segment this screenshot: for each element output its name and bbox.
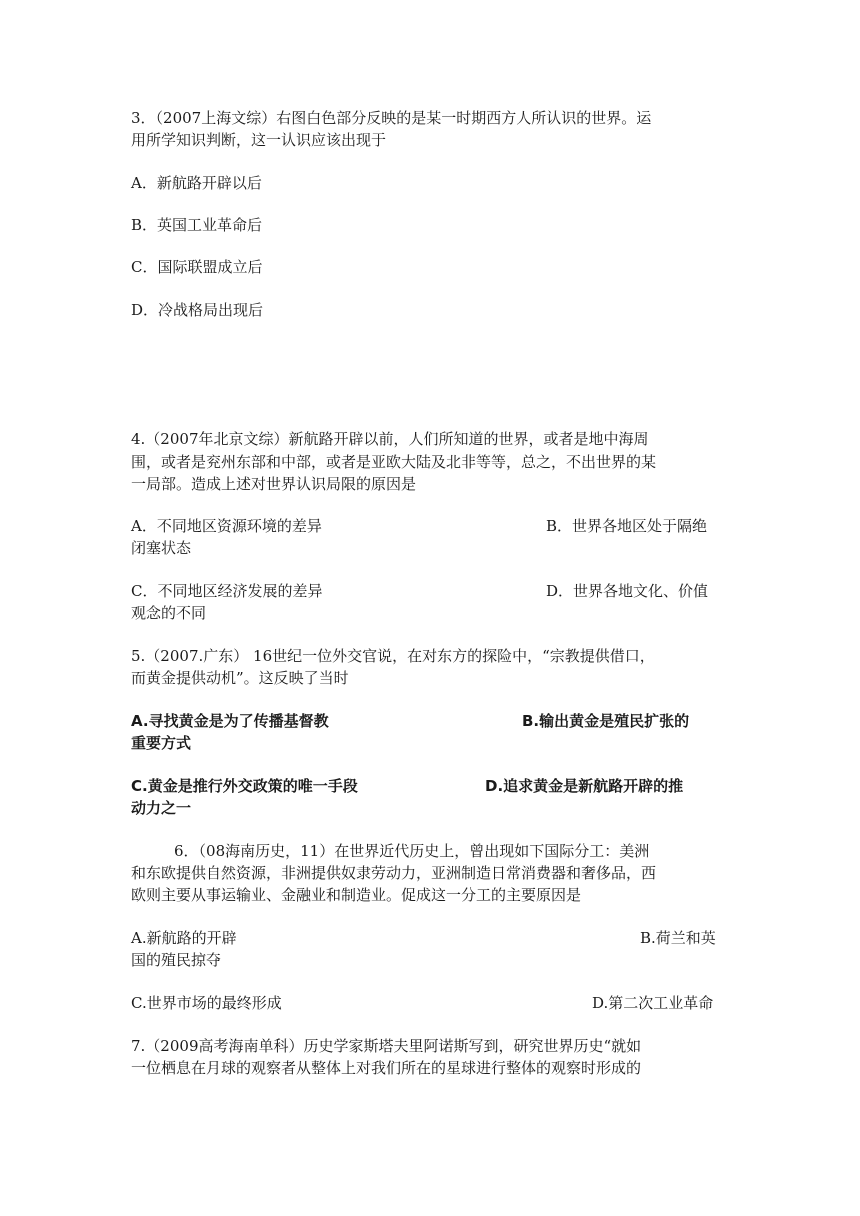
q4-stem-line-2: 围，或者是兖州东部和中部，或者是亚欧大陆及北非等等，总之，不出世界的某 <box>131 453 657 471</box>
q4-stem-line-1: 4.（2007年北京文综）新航路开辟以前，人们所知道的世界，或者是地中海周 <box>131 430 649 448</box>
q3-option-b: B．英国工业革命后 <box>131 216 263 234</box>
q5-option-d: D.追求黄金是新航路开辟的推 <box>485 777 684 795</box>
q6-option-b: B.荷兰和英 <box>640 929 716 947</box>
q4-option-b: B．世界各地区处于隔绝 <box>546 517 708 535</box>
q6-option-c: C.世界市场的最终形成 <box>131 994 282 1012</box>
q6-option-b-cont: 国的殖民掠夺 <box>131 951 222 969</box>
q5-option-c: C.黄金是推行外交政策的唯一手段 <box>131 777 358 795</box>
q5-option-a: A.寻找黄金是为了传播基督教 <box>131 712 329 730</box>
q3-option-c: C．国际联盟成立后 <box>131 258 263 276</box>
q7-stem-line-2: 一位栖息在月球的观察者从整体上对我们所在的星球进行整体的观察时形成的 <box>131 1059 642 1077</box>
q3-stem-line-2: 用所学知识判断，这一认识应该出现于 <box>131 131 387 149</box>
q6-option-d: D.第二次工业革命 <box>592 994 714 1012</box>
q6-stem-line-1: 6．（08海南历史，11）在世界近代历史上，曾出现如下国际分工：美洲 <box>174 842 650 860</box>
q6-stem-line-2: 和东欧提供自然资源，非洲提供奴隶劳动力，亚洲制造日常消费器和奢侈品，西 <box>131 864 657 882</box>
q6-option-a: A.新航路的开辟 <box>131 929 237 947</box>
q6-stem-line-3: 欧则主要从事运输业、金融业和制造业。促成这一分工的主要原因是 <box>131 886 582 904</box>
q5-stem-line-2: 而黄金提供动机”。这反映了当时 <box>131 669 349 687</box>
q4-option-a: A．不同地区资源环境的差异 <box>131 517 322 535</box>
q4-option-b-cont: 闭塞状态 <box>131 539 192 557</box>
q7-stem-line-1: 7.（2009高考海南单科）历史学家斯塔夫里阿诺斯写到，研究世界历史“就如 <box>131 1037 642 1055</box>
q3-stem-line-1: 3．（2007上海文综）右图白色部分反映的是某一时期西方人所认识的世界。运 <box>131 109 652 127</box>
q5-option-d-cont: 动力之一 <box>131 799 192 817</box>
q4-option-d-cont: 观念的不同 <box>131 604 207 622</box>
q4-option-c: C．不同地区经济发展的差异 <box>131 582 323 600</box>
q3-option-a: A．新航路开辟以后 <box>131 174 262 192</box>
q5-option-b: B.输出黄金是殖民扩张的 <box>522 712 690 730</box>
q4-option-d: D．世界各地文化、价值 <box>546 582 709 600</box>
q4-stem-line-3: 一局部。造成上述对世界认识局限的原因是 <box>131 475 417 493</box>
q3-option-d: D．冷战格局出现后 <box>131 301 264 319</box>
q5-option-b-cont: 重要方式 <box>131 734 192 752</box>
q5-stem-line-1: 5.（2007.广东） 16世纪一位外交官说，在对东方的探险中，“宗教提供借口， <box>131 647 655 665</box>
